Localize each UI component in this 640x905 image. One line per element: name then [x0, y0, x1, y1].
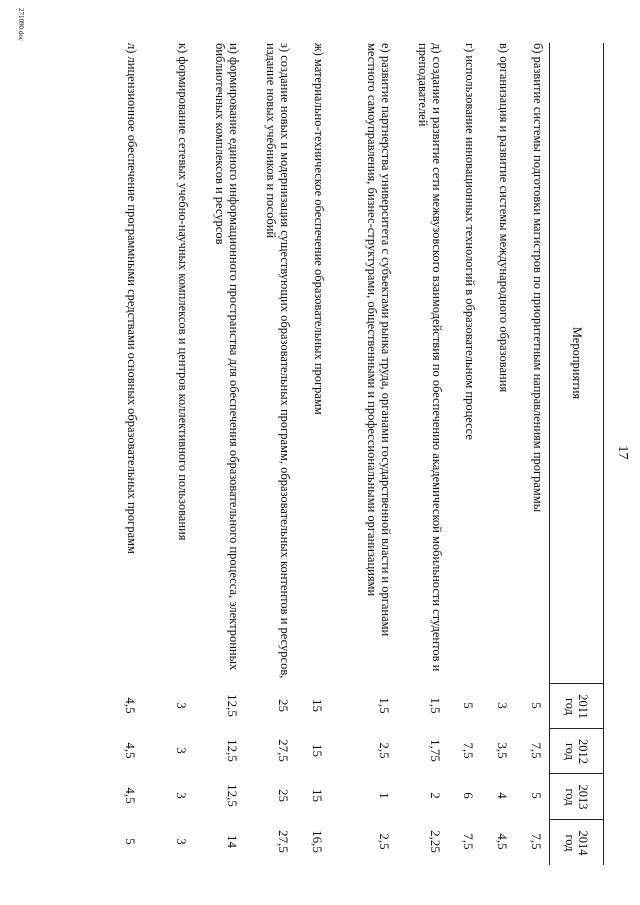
cell-2012: 7,5	[461, 742, 476, 759]
row-label: ж) материально-техническое обеспечение образовательных программ	[312, 43, 326, 415]
cell-2012: 12,5	[225, 739, 240, 762]
cell-2012: 3,5	[495, 742, 510, 759]
cell-2014: 2,25	[428, 830, 443, 853]
column-header-measures: Мероприятия	[570, 326, 584, 400]
cell-2012: 27,5	[276, 739, 291, 762]
cell-2011: 25	[276, 699, 291, 712]
cell-2012: 7,5	[529, 742, 544, 759]
cell-2011: 3	[495, 702, 510, 709]
cell-2013: 15	[310, 789, 325, 802]
row-label: и) формирование единого информационного пространства для обеспечения образовательного процесса, электронных библиотечных комплексов и ресурсов	[213, 43, 241, 671]
cell-2014: 7,5	[529, 833, 544, 850]
cell-2014: 7,5	[461, 833, 476, 850]
cell-2013: 25	[276, 789, 291, 802]
cell-2012: 4,5	[123, 742, 138, 759]
row-label: з) создание новых и модернизация существующих образовательных программ, образовательных контентов и ресурсов, издание новых учебников и пособий	[264, 43, 292, 679]
cell-2013: 2	[428, 792, 443, 799]
column-header-2012: 2012 год	[550, 728, 603, 774]
cell-2011: 15	[310, 699, 325, 712]
table-header	[549, 43, 604, 865]
cell-2014: 4,5	[495, 833, 510, 850]
row-label: л) лицензионное обеспечение программными средствами основных образовательных программ	[125, 43, 139, 554]
funding-table	[64, 43, 604, 865]
column-header-2014: 2014 год	[550, 819, 603, 866]
cell-2013: 5	[529, 792, 544, 799]
cell-2012: 1,75	[428, 739, 443, 762]
row-label: д) создание и развитие сети межвузовского взаимодействия по обеспечению академической мобильности студентов и преподавателей	[416, 43, 444, 672]
cell-2014: 2,5	[377, 833, 392, 850]
cell-2013: 3	[174, 792, 189, 799]
row-label: г) использование инновационных технологий в образовательном процессе	[463, 43, 477, 440]
cell-2013: 4	[495, 792, 510, 799]
cell-2012: 15	[310, 744, 325, 757]
cell-2011: 1,5	[428, 697, 443, 714]
page-number: 17	[615, 445, 630, 460]
cell-2013: 12,5	[225, 784, 240, 807]
cell-2014: 14	[225, 835, 240, 848]
cell-2012: 2,5	[377, 742, 392, 759]
footer-filename: 271090.doc	[17, 8, 25, 41]
row-label: в) организация и развитие системы международного образования	[497, 43, 511, 393]
column-header-2011: 2011 год	[550, 683, 603, 729]
cell-2011: 5	[461, 702, 476, 709]
cell-2012: 3	[174, 747, 189, 754]
row-label: к) формирование сетевых учебно-научных комплексов и центров коллективного пользования	[176, 43, 190, 541]
row-label: е) развитие партнерства университета с субъектами рынка труда, органами государственной власти и органами местного самоуправления, бизнес-структурами, общественными и профессиональными организациями	[365, 43, 393, 637]
cell-2013: 1	[377, 792, 392, 799]
cell-2014: 5	[123, 838, 138, 845]
cell-2011: 5	[529, 702, 544, 709]
cell-2013: 4,5	[123, 787, 138, 804]
row-label: б) развитие системы подготовки магистров по приоритетным направлениям программы	[531, 43, 545, 513]
cell-2014: 27,5	[276, 830, 291, 853]
cell-2013: 6	[461, 792, 476, 799]
cell-2014: 3	[174, 838, 189, 845]
column-header-2013: 2013 год	[550, 773, 603, 820]
cell-2011: 3	[174, 702, 189, 709]
cell-2011: 4,5	[123, 697, 138, 714]
cell-2014: 16,5	[310, 830, 325, 853]
cell-2011: 12,5	[225, 694, 240, 717]
cell-2011: 1,5	[377, 697, 392, 714]
